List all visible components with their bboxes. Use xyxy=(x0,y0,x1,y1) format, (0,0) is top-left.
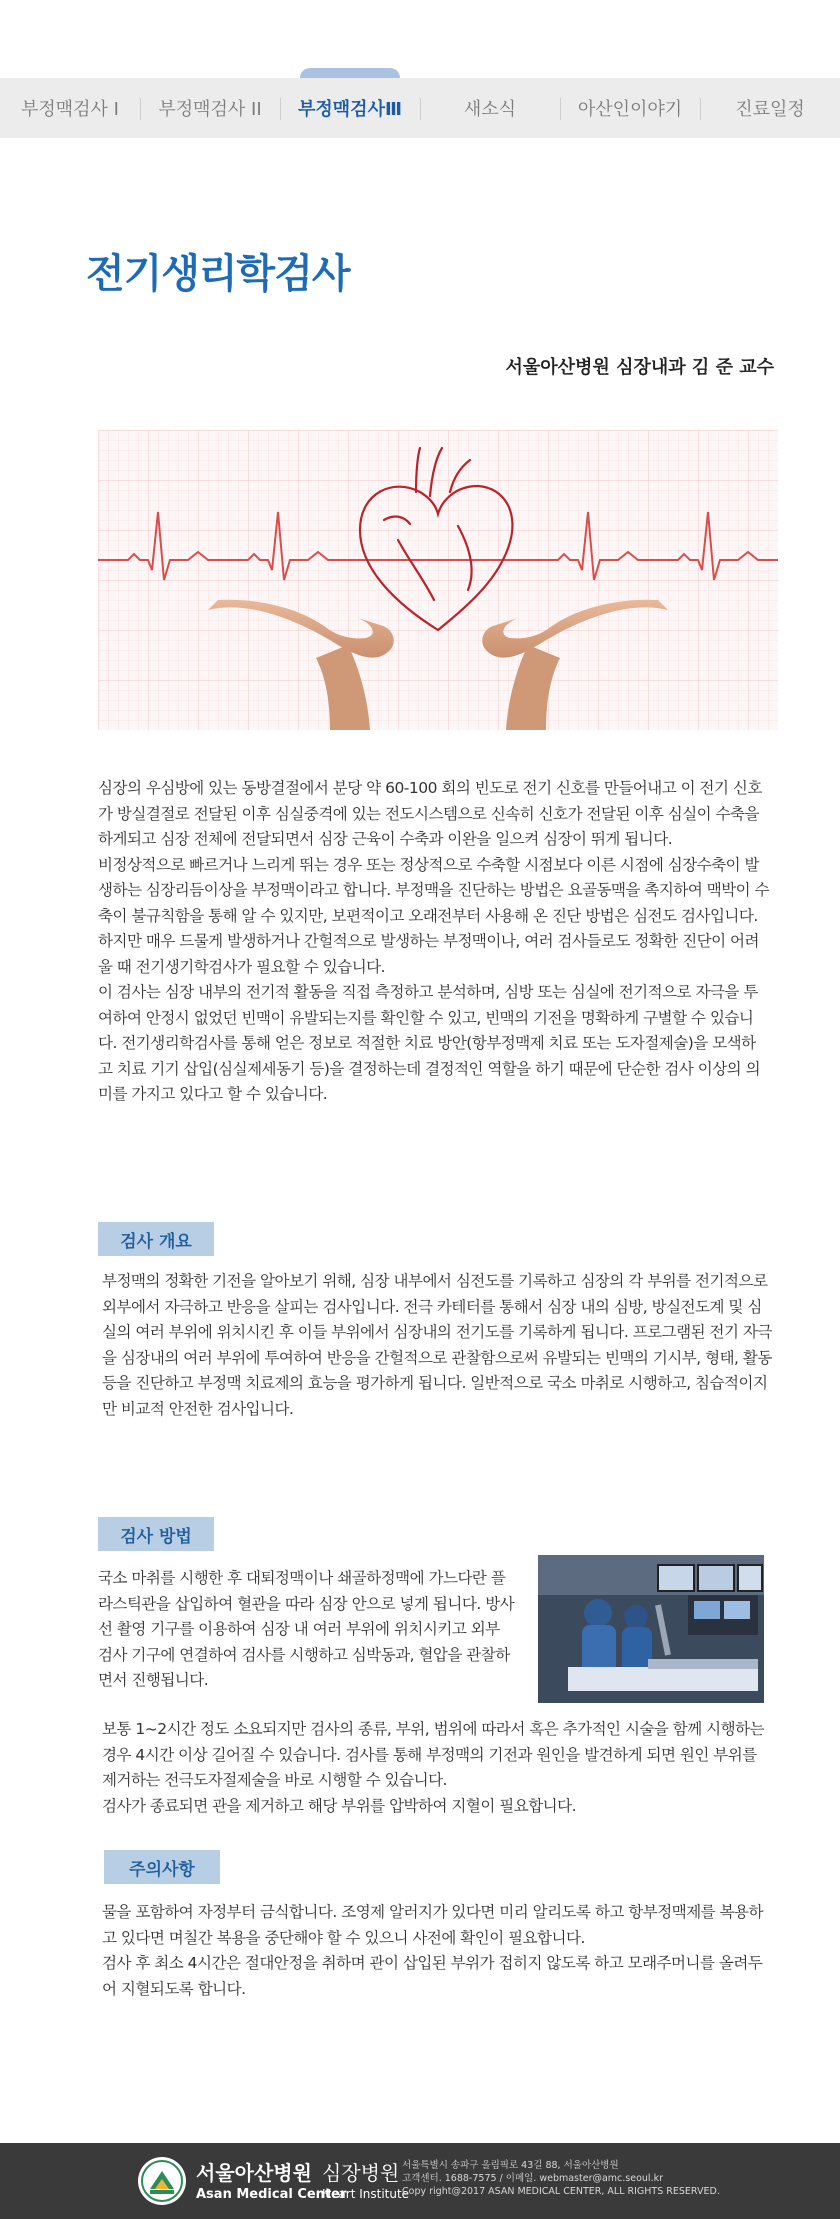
footer-info xyxy=(402,2159,720,2198)
intro-paragraph-1: 심장의 우심방에 있는 동방결절에서 분당 약 60-100 회의 빈도로 전기 신호를 만들어내고 이 전기 신호가 방실결절로 전달된 이후 심실중격에 있는 전도시스템으로 신속히 신호가 전달된 이후 심실이 수축을 하게되고 심장 전체에 전달되면서 심장 근육이 수축과 이완을 일으켜 심장이 뛰게 됩니다. xyxy=(98,779,762,848)
footer-address: 서울특별시 송파구 올림픽로 43길 88, 서울아산병원 xyxy=(402,2160,619,2171)
asan-logo-icon[interactable] xyxy=(136,2155,188,2207)
tab-asan-people-stories[interactable]: 아산인이야기 xyxy=(560,78,700,138)
method-text-1: 국소 마취를 시행한 후 대퇴정맥이나 쇄골하정맥에 가느다란 플라스틱관을 삽입하여 혈관을 따라 심장 안으로 넣게 됩니다. 방사선 촬영 기구를 이용하여 심장 내 여러 부위에 위치시키고 외부 검사 기구에 연결하여 검사를 시행하고 심박동과, 혈압을 관찰하면서 진행됩니다. xyxy=(98,1569,515,1689)
author-byline: 서울아산병원 심장내과 김 준 교수 xyxy=(505,357,774,378)
footer-contact: 고객센터. 1688-7575 / 이메일. webmaster@amc.seoul.kr xyxy=(402,2173,663,2184)
footer xyxy=(0,2143,840,2219)
department-name-english: Heart Institute xyxy=(322,2187,410,2201)
brand-name-english: Asan Medical Center xyxy=(196,2187,347,2202)
intro-paragraph-3: 이 검사는 심장 내부의 전기적 활동을 직접 측정하고 분석하며, 심방 또는 심실에 전기적으로 자극을 투여하여 안정시 없었던 빈맥이 유발되는지를 확인할 수 있고, 빈맥의 기전을 명확하게 구별할 수 있습니다. 전기생리학검사를 통해 얻은 정보로 적절한 치료 방안(항부정맥제 치료 또는 도자절제술)을 모색하고 치료 기기 삽입(심실제세동기 등)을 결정하는데 결정적인 역할을 하기 때문에 단순한 검사 이상의 의미를 가지고 있다고 할 수 있습니다. xyxy=(98,983,761,1103)
tab-arrhythmia-test-1[interactable]: 부정맥검사 I xyxy=(21,99,119,120)
section-label-overview: 검사 개요 xyxy=(98,1222,214,1256)
procedure-room-photo xyxy=(538,1555,764,1703)
section-label-method: 검사 방법 xyxy=(98,1517,214,1551)
notice-paragraph-1: 물을 포함하여 자정부터 금식합니다. 조영제 알러지가 있다면 미리 알리도록 하고 항부정맥제를 복용하고 있다면 며칠간 복용을 중단해야 할 수 있으니 사전에 확인이 필요합니다. xyxy=(102,1903,763,1947)
tab-news[interactable]: 새소식 xyxy=(420,78,560,138)
department-name-korean: 심장병원 xyxy=(322,2161,400,2185)
tab-clinic-schedule[interactable]: 진료일정 xyxy=(700,78,840,138)
brand-name-korean: 서울아산병원 xyxy=(196,2161,312,2185)
tab-arrhythmia-test-2[interactable]: 부정맥검사 II xyxy=(140,78,280,138)
notice-paragraph-2: 검사 후 최소 4시간은 절대안정을 취하며 관이 삽입된 부위가 접히지 않도록 하고 모래주머니를 올려두어 지혈되도록 합니다. xyxy=(102,1954,763,1998)
page-title: 전기생리학검사 xyxy=(86,251,350,297)
hero-heart-ecg-image xyxy=(98,430,778,730)
top-nav xyxy=(0,78,840,138)
footer-copyright: Copy right@2017 ASAN MEDICAL CENTER, ALL RIGHTS RESERVED. xyxy=(402,2186,720,2197)
section-label-notice: 주의사항 xyxy=(104,1850,220,1884)
notice-text xyxy=(102,1900,772,2002)
intro-text xyxy=(98,776,770,1108)
intro-paragraph-2: 비정상적으로 빠르거나 느리게 뛰는 경우 또는 정상적으로 수축할 시점보다 이른 시점에 심장수축이 발생하는 심장리듬이상을 부정맥이라고 합니다. 부정맥을 진단하는 방법은 요골동맥을 촉지하여 맥박이 수축이 불규칙함을 통해 알 수 있지만, 보편적이고 오래전부터 사용해 온 진단 방법은 심전도 검사입니다. 하지만 매우 드물게 발생하거나 간헐적으로 발생하는 부정맥이나, 여러 검사들로도 정확한 진단이 어려울 때 전기생기학검사가 필요할 수 있습니다. xyxy=(98,855,770,976)
tab-arrhythmia-test-3[interactable]: 부정맥검사Ⅲ xyxy=(280,78,420,138)
method-text-2 xyxy=(102,1717,772,1819)
method-paragraph-3: 검사가 종료되면 관을 제거하고 해당 부위를 압박하여 지혈이 필요합니다. xyxy=(102,1796,577,1815)
method-paragraph-2: 보통 1~2시간 정도 소요되지만 검사의 종류, 부위, 범위에 따라서 혹은 추가적인 시술을 함께 시행하는 경우 4시간 이상 길어질 수 있습니다. 검사를 통해 부정맥의 기전과 원인을 발견하게 되면 원인 부위를 제거하는 전극도자절제술을 바로 시행할 수 있습니다. xyxy=(102,1720,765,1789)
overview-text: 부정맥의 정확한 기전을 알아보기 위해, 심장 내부에서 심전도를 기록하고 심장의 각 부위를 전기적으로 외부에서 자극하고 반응을 살피는 검사입니다. 전극 카테터를 통해서 심장 내의 심방, 방실전도계 및 심실의 여러 부위에 위치시킨 후 이들 부위에서 심장내의 전기도를 기록하게 됩니다. 프로그램된 전기 자극을 심장내의 여러 부위에 투여하여 반응을 간헐적으로 관찰함으로써 유발되는 빈맥의 기시부, 형태, 활동 등을 진단하고 부정맥 치료제의 효능을 평가하게 됩니다. 일반적으로 국소 마취로 시행하고, 침습적이지만 비교적 안전한 검사입니다. xyxy=(102,1272,772,1418)
